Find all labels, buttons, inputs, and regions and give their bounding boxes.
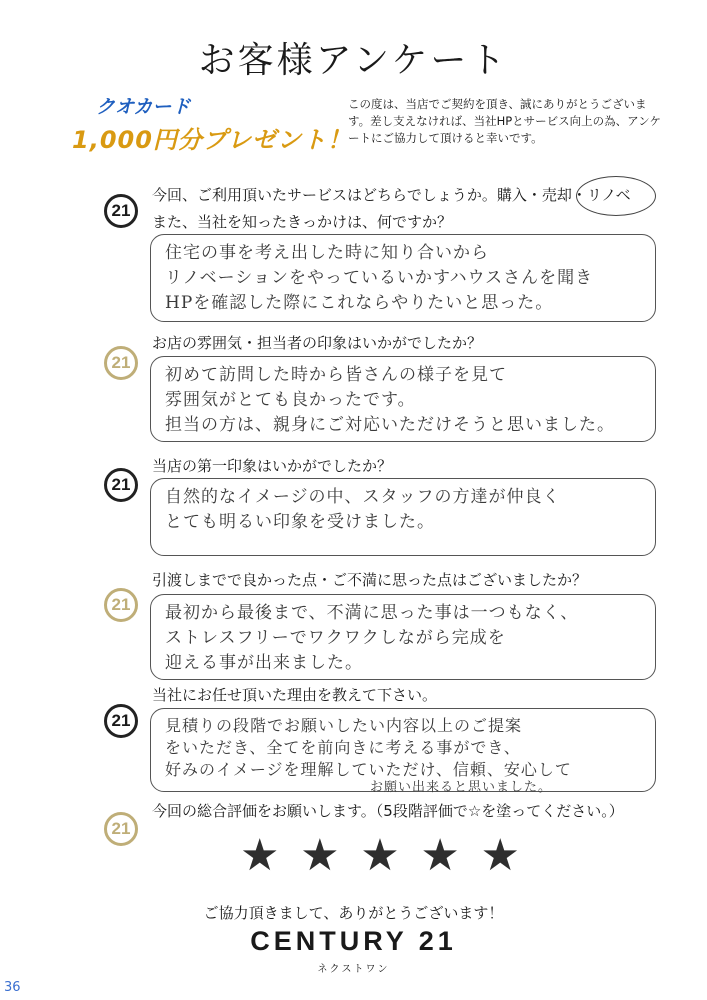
century21-logo-icon: 21 [104,346,138,380]
page-title: お客様アンケート [198,40,509,81]
answer-box-2 [150,356,656,442]
star-icon: ★ [300,830,340,881]
star-icon: ★ [240,830,280,881]
answer-box-1 [150,234,656,322]
answer-line: 自然的なイメージの中、スタッフの方達が仲良く [165,487,561,507]
promo-card-name: クオカード [96,96,191,118]
answer-line: とても明るい印象を受けました。 [165,512,435,532]
answer-box-4 [150,594,656,680]
answer-line: 迎える事が出来ました。 [165,653,363,673]
brand-subtitle: ネクストワン [317,964,390,975]
star-icon: ★ [360,830,400,881]
brand-logo: CENTURY 21 [250,926,457,956]
century21-logo-icon: 21 [104,588,138,622]
answer-line: 担当の方は、親身にご対応いただけそうと思いました。 [165,415,615,435]
answer-line: 初めて訪問した時から皆さんの様子を見て [165,365,507,385]
answer-line: HPを確認した際にこれならやりたいと思った。 [165,293,554,313]
question-1-line-2: また、当社を知ったきっかけは、何ですか？ [152,213,453,231]
answer-line: 好みのイメージを理解していただけ、信頼、安心して [165,760,572,779]
star-icon: ★ [480,830,520,881]
question-2: お店の雰囲気・担当者の印象はいかがでしたか？ [152,334,483,352]
thanks-message: ご協力頂きまして、ありがとうございます！ [203,904,504,922]
star-icon: ★ [420,830,460,881]
answer-line: 見積りの段階でお願いしたい内容以上のご提案 [165,716,523,735]
page-number: 36 [4,980,21,995]
century21-logo-icon: 21 [104,194,138,228]
question-4: 引渡しまでで良かった点・ご不満に思った点はございましたか？ [152,571,588,589]
answer-line: リノベーションをやっているいかすハウスさんを聞き [165,268,594,288]
answer-line: をいただき、全てを前向きに考える事ができ、 [165,738,521,757]
intro-text: この度は、当店でご契約を頂き、誠にありがとうございます。差し支えなければ、当社HPとサービス向上の為、アンケートにご協力して頂けると幸いです。 [348,97,661,145]
rating-stars [240,832,520,880]
question-1-line-1: 今回、ご利用頂いたサービスはどちらでしょうか。購入・売却・リノベ [152,186,631,204]
promo-amount: 1,000円分プレゼント！ [72,126,352,154]
century21-logo-icon: 21 [104,704,138,738]
answer-box-3 [150,478,656,556]
question-5: 当社にお任せ頂いた理由を教えて下さい。 [152,686,438,704]
answer-line: 最初から最後まで、不満に思った事は一つもなく、 [165,603,579,623]
century21-logo-icon: 21 [104,468,138,502]
century21-logo-icon: 21 [104,812,138,846]
selection-circle [576,176,656,216]
answer-line: 雰囲気がとても良かったです。 [165,390,416,410]
answer-overflow-line: お願い出来ると思いました。 [370,780,553,795]
answer-line: ストレスフリーでワクワクしながら完成を [165,628,506,648]
question-6: 今回の総合評価をお願いします。（5段階評価で☆を塗ってください。） [152,802,624,820]
question-3: 当店の第一印象はいかがでしたか？ [152,457,393,475]
answer-line: 住宅の事を考え出した時に知り合いから [165,243,489,263]
